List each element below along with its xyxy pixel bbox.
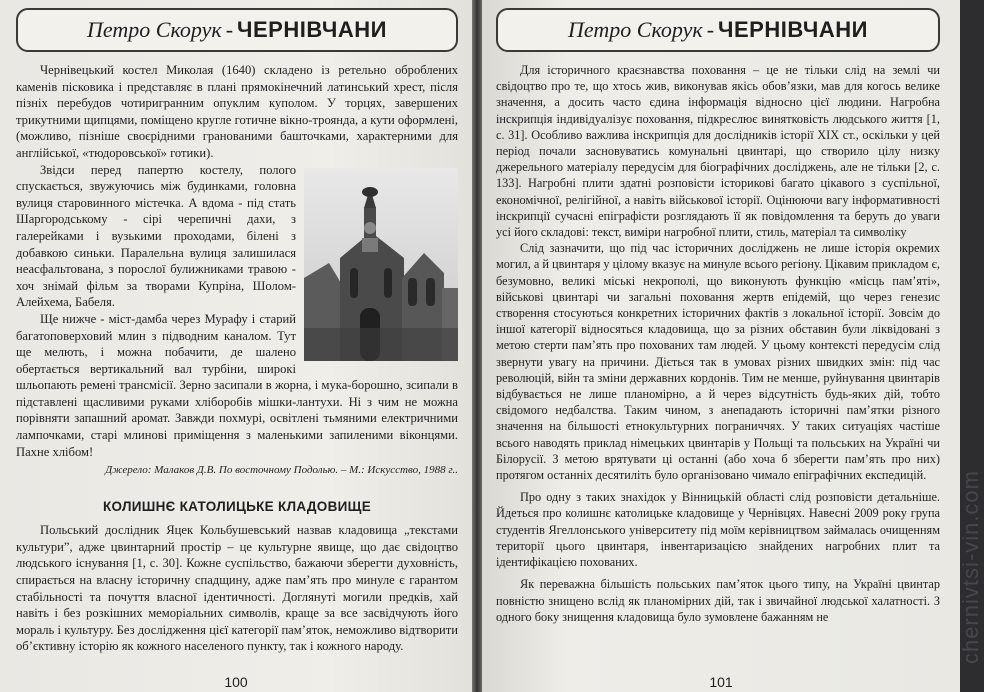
- source-citation: Джерело: Малаков Д.В. По восточному Подолью. – М.: Искусство, 1988 г..: [105, 464, 458, 477]
- left-page: [0, 0, 472, 692]
- paragraph: Про одну з таких знахідок у Вінницькій області слід розповісти детальніше. Йдеться про колишнє католицьке кладовище у Чернівцях. Навесні 2009 року група студентів Ягеллонського університету під моїм керівництвом займалась очищенням території цього цвинтаря, інвентаризацією знайдених нагробних плит та ідентифікацією похованих.: [496, 490, 940, 570]
- paragraph: Для історичного краєзнавства поховання – це не тільки слід на землі чи свідоцтво про те, що хтось жив, виконував якісь обов’язки, мав для когось велике значення, а досить часто єдина інформація відносно цієї людини. Нагробна інскрипція індивідуалізує поховання, підкреслює винятковість людського життя [1, с. 31]. Особливо важлива інскрипція для дослідників історії XIX ст., оскільки у цей період почали засновуватись комунальні цвинтарі, що створило цілу низку джерельного матеріалу передусім для біографічних досліджень, але не тільки [2, с. 133]. Нагробні плити здатні розповісти історикові багато цікавого з суспільної, економічної, релігійної, а навіть військової історії. Оцінюючи вагу інформативності інскрипції сучасні епіграфісти розглядають її як повідомлення та беруть до уваги усі його складові: текст, виміри нагробної плити, стиль, матеріал та символіку: [496, 63, 940, 240]
- page-number: 101: [709, 674, 733, 690]
- paragraph: Як переважна більшість польських пам’яток цього типу, на Україні цвинтар повністю знищено вслід як планомірних дій, так і звичайної людської халатності. З одного боку знищення кладовища було зумовлене бажанням не: [496, 577, 940, 624]
- paragraph: Звідси перед папертю костелу, полого спускається, звужуючись між будинками, головна вулиця старовинного містечка. А вдома - під стать Шаргородському - сірі черепичні дахи, з галерейками і вузькими проходами, білені з добавкою синьки. Паралельна вулиця залишилася неасфальтована, з порослої булижниками травою - хоч знімай фільм за творами Купріна, Шолом-Алейхема, Бабеля.: [16, 162, 296, 310]
- church-photo: [304, 168, 458, 361]
- header-book-title: ЧЕРНІВЧАНИ: [237, 17, 387, 42]
- header-separator: -: [225, 17, 234, 42]
- header-author: Петро Скорук: [87, 17, 222, 42]
- paragraph: Чернівецький костел Миколая (1640) складено із ретельно оброблених каменів пісковика і представляє в плані прямокінечний латинський хрест, після пізніх перебудов чотиригранним опуклим куполом. У торцях, завершених трикутними щипцями, поміщено кругле готичне вікно-троянда, а кути оформлені, (можливо, пізніше своєрідними гранованими башточками, характерними для англійської, «тюдоровської» готики).: [16, 63, 458, 160]
- left-page-text: [16, 62, 458, 655]
- section-title: КОЛИШНЄ КАТОЛИЦЬКЕ КЛАДОВИЩЕ: [102, 499, 372, 515]
- paragraph: Слід зазначити, що під час історичних досліджень не лише історія окремих могил, а й цвинтаря у цілому вказує на минуле всього регіону. Цікавим прикладом є, безумовно, великі міські некрополі, що виконують функцію «місць пам’яті», військові цвинтарі чи загальні поховання жертв епідемій, що через генезис створення стосуються конкретних історичних фактів з локальної історії. Зовсім до іншої категорії відносяться кладовища, що за різних обставин були ліквідовані з метою стерти пам’ять про похованих там людей. У цьому контексті передусім слід звернути увагу на причини. Діється так в умовах різних швидких змін: під час революцій, війн та зміни державних кордонів. Тим не менше, руйнування цвинтарів відбувається не лише планомірно, а й через відсутність будь-яких дій, тобто свідомого недбалства. Таким чином, з анепадають історичні пам’ятки різного значення на більшості етнокультурних пограниччях. У таких ситуаціях частіше всього наводять приклад німецьких цвинтарів у Польщі та польських на Україні чи Білорусії. З метою врятувати ці останні (або хоча б зберегти пам’ять про них) протягом останніх десятиліть було організовано чимало епіграфічних експедицій.: [496, 241, 941, 483]
- header-separator: -: [706, 17, 715, 42]
- site-watermark: chernivtsi-vin.com: [958, 470, 983, 665]
- paragraph: Польський дослідник Яцек Кольбушевський назвав кладовища „текстами культури”, адже цвинтарний простір – це культурне явище, що дає свідоцтво людського існування [1, с. 30]. Кожне суспільство, бажаючи зберегти духовність, спирається на власну історичну спадщину, адже пам’ять про минуле є гарантом стабільності та почуття власної ідентичності. Доглянуті могили предків, хай навіть і без розкішних меморіальних символів, краще за все засвідчують його мораль і культуру. Без дослідження цієї категорії пам’яток, неможливо відтворити об’єктивну історію як кожного населеного пункту, так і кожного народу.: [16, 523, 458, 654]
- right-page-text: [496, 62, 940, 625]
- right-page: [482, 0, 983, 692]
- page-header: [16, 8, 458, 52]
- church-tower-photo-icon: [304, 168, 458, 361]
- page-header: [496, 8, 940, 52]
- header-author: Петро Скорук: [568, 17, 703, 42]
- paragraph: Ще нижче - міст-дамба через Мурафу і старий багатоповерховий млин з підводним каналом. Тут ще мелють, і можна побачити, де шалено обертається вертикальний вал турбіни, широкі шльопають ремені трансмісії. Зерно засипали в жорна, і мука-борошно, зсипали в підставлені щасливими руками хліборобів мішки-лантухи. Ні з чим не можна порівняти запашний аромат. Завжди похмурі, освітлені тьмяними електричними лампочками, старі млинові приміщення з маленькими запиленими віконцями. Пахне хлібом!: [16, 311, 458, 459]
- book-spine: [472, 0, 482, 692]
- header-book-title: ЧЕРНІВЧАНИ: [718, 17, 868, 42]
- page-number: 100: [224, 674, 248, 690]
